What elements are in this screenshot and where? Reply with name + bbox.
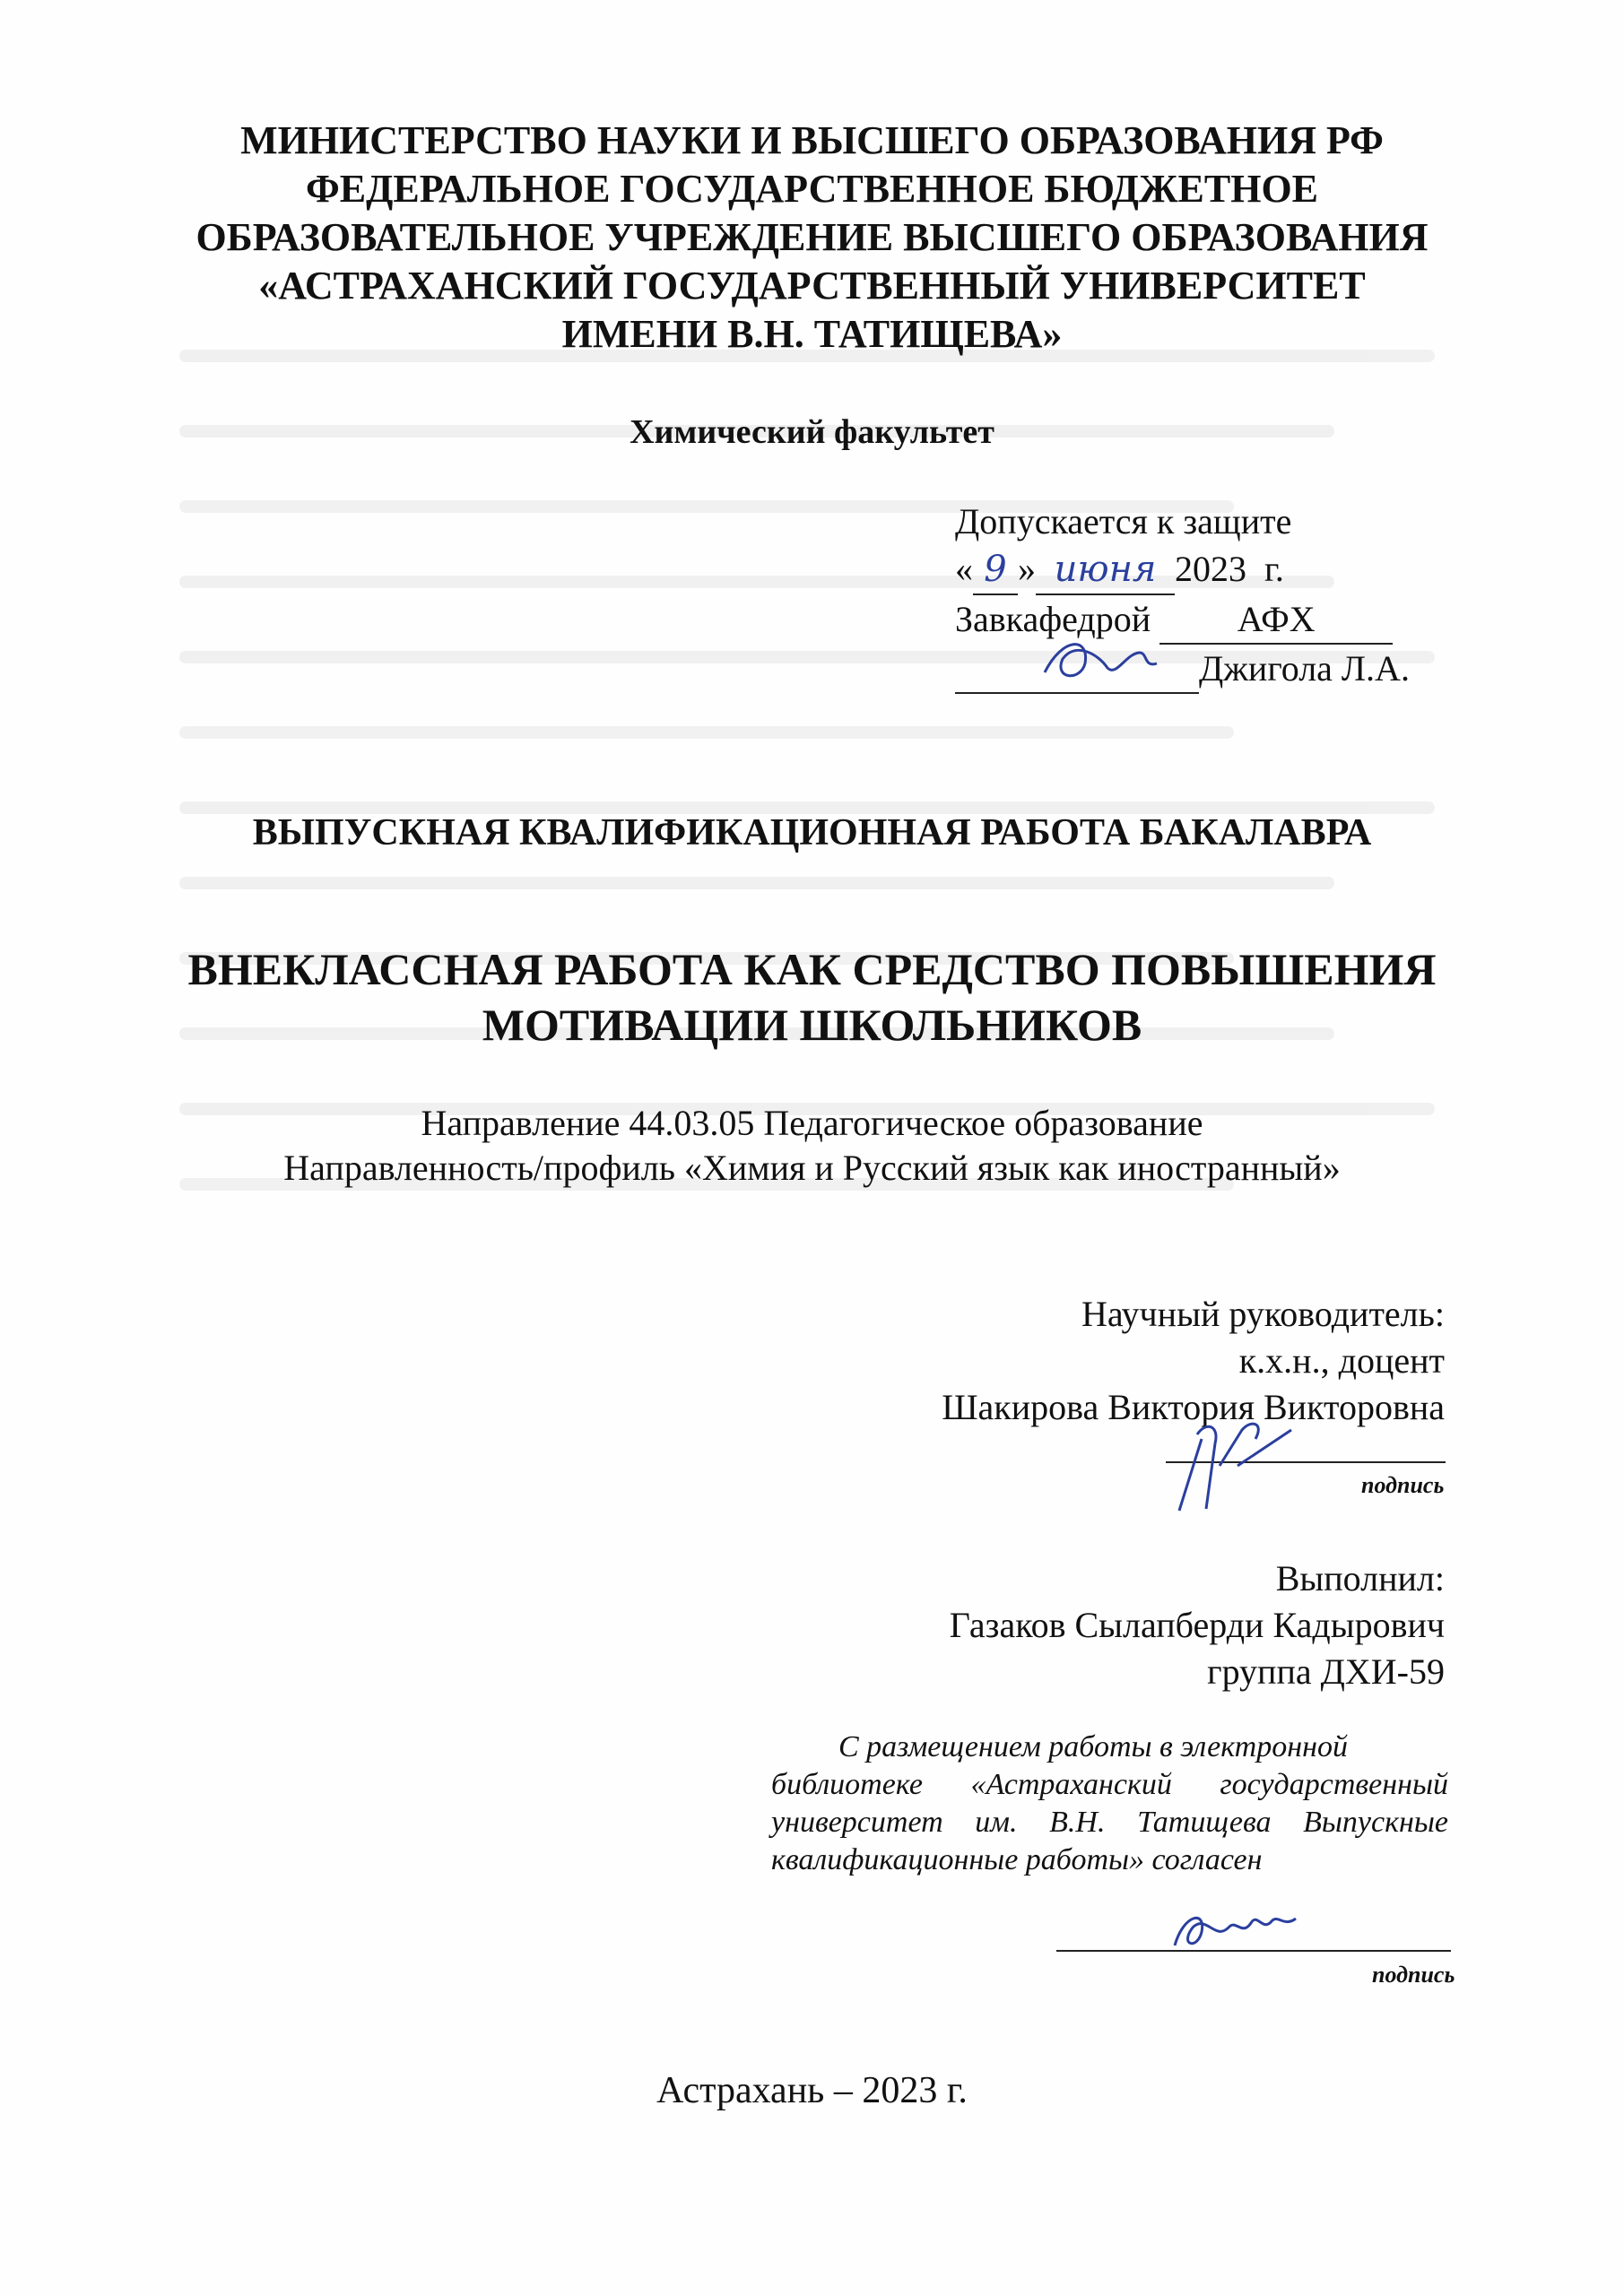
approval-year-suffix: г. [1264, 549, 1284, 589]
direction-line: Направление 44.03.05 Педагогическое образование [421, 1103, 1203, 1143]
profile-line: Направленность/профиль «Химия и Русский язык как иностранный» [283, 1148, 1341, 1188]
approval-date [955, 545, 1457, 595]
head-of-department-line [955, 595, 1457, 645]
quote-close: » [1018, 549, 1036, 589]
work-type: ВЫПУСКНАЯ КВАЛИФИКАЦИОННАЯ РАБОТА БАКАЛАВРА [252, 812, 1372, 853]
head-signature-line [955, 645, 1457, 694]
thesis-title [0, 941, 1624, 1053]
performer-label: Выполнил: [1275, 1558, 1445, 1599]
performer-name: Газаков Сылапберди Кадырович [949, 1605, 1445, 1645]
consent-signature-line [1056, 1950, 1451, 1952]
consent-text: библиотеке «Астраханский государственный университет им. В.Н. Татищева Выпускные квалификационные работы» согласен [771, 1768, 1448, 1876]
quote-open: « [955, 549, 973, 589]
consent-line: С размещением работы в электронной [838, 1730, 1348, 1763]
department: АФХ [1159, 595, 1393, 645]
supervisor-block [942, 1291, 1445, 1431]
supervisor-name: Шакирова Виктория Викторовна [942, 1387, 1445, 1427]
library-consent [771, 1728, 1448, 1879]
supervisor-degree: к.х.н., доцент [1238, 1340, 1445, 1381]
direction-block [0, 1101, 1624, 1191]
supervisor-label: Научный руководитель: [1081, 1294, 1445, 1334]
institution-header [0, 117, 1624, 359]
header-line: «АСТРАХАНСКИЙ ГОСУДАРСТВЕННЫЙ УНИВЕРСИТЕТ [258, 264, 1366, 308]
header-line: МИНИСТЕРСТВО НАУКИ И ВЫСШЕГО ОБРАЗОВАНИЯ РФ [240, 118, 1384, 162]
city-year: Астрахань – 2023 г. [656, 2070, 968, 2111]
performer-block [950, 1555, 1445, 1695]
performer-group: группа ДХИ-59 [1207, 1651, 1445, 1692]
header-line: ИМЕНИ В.Н. ТАТИЩЕВА» [561, 312, 1063, 356]
approval-day: 9 [973, 546, 1018, 595]
supervisor-signature-label: подпись [1361, 1472, 1445, 1498]
head-signature-field [955, 645, 1199, 694]
approval-month: июня [1036, 546, 1175, 595]
title-line: МОТИВАЦИИ ШКОЛЬНИКОВ [482, 1000, 1142, 1050]
title-line: ВНЕКЛАССНАЯ РАБОТА КАК СРЕДСТВО ПОВЫШЕНИЯ [187, 944, 1437, 994]
approval-line: Допускается к защите [955, 501, 1292, 542]
faculty: Химический факультет [630, 413, 994, 451]
approval-year: 2023 [1175, 549, 1246, 589]
header-line: ОБРАЗОВАТЕЛЬНОЕ УЧРЕЖДЕНИЕ ВЫСШЕГО ОБРАЗОВАНИЯ [195, 215, 1429, 259]
supervisor-signature-line [1166, 1461, 1446, 1463]
approval-block [955, 498, 1457, 694]
head-name: Джигола Л.А. [1199, 648, 1410, 689]
consent-signature-label: подпись [1372, 1962, 1455, 1988]
head-label: Завкафедрой [955, 599, 1151, 639]
header-line: ФЕДЕРАЛЬНОЕ ГОСУДАРСТВЕННОЕ БЮДЖЕТНОЕ [305, 167, 1319, 211]
